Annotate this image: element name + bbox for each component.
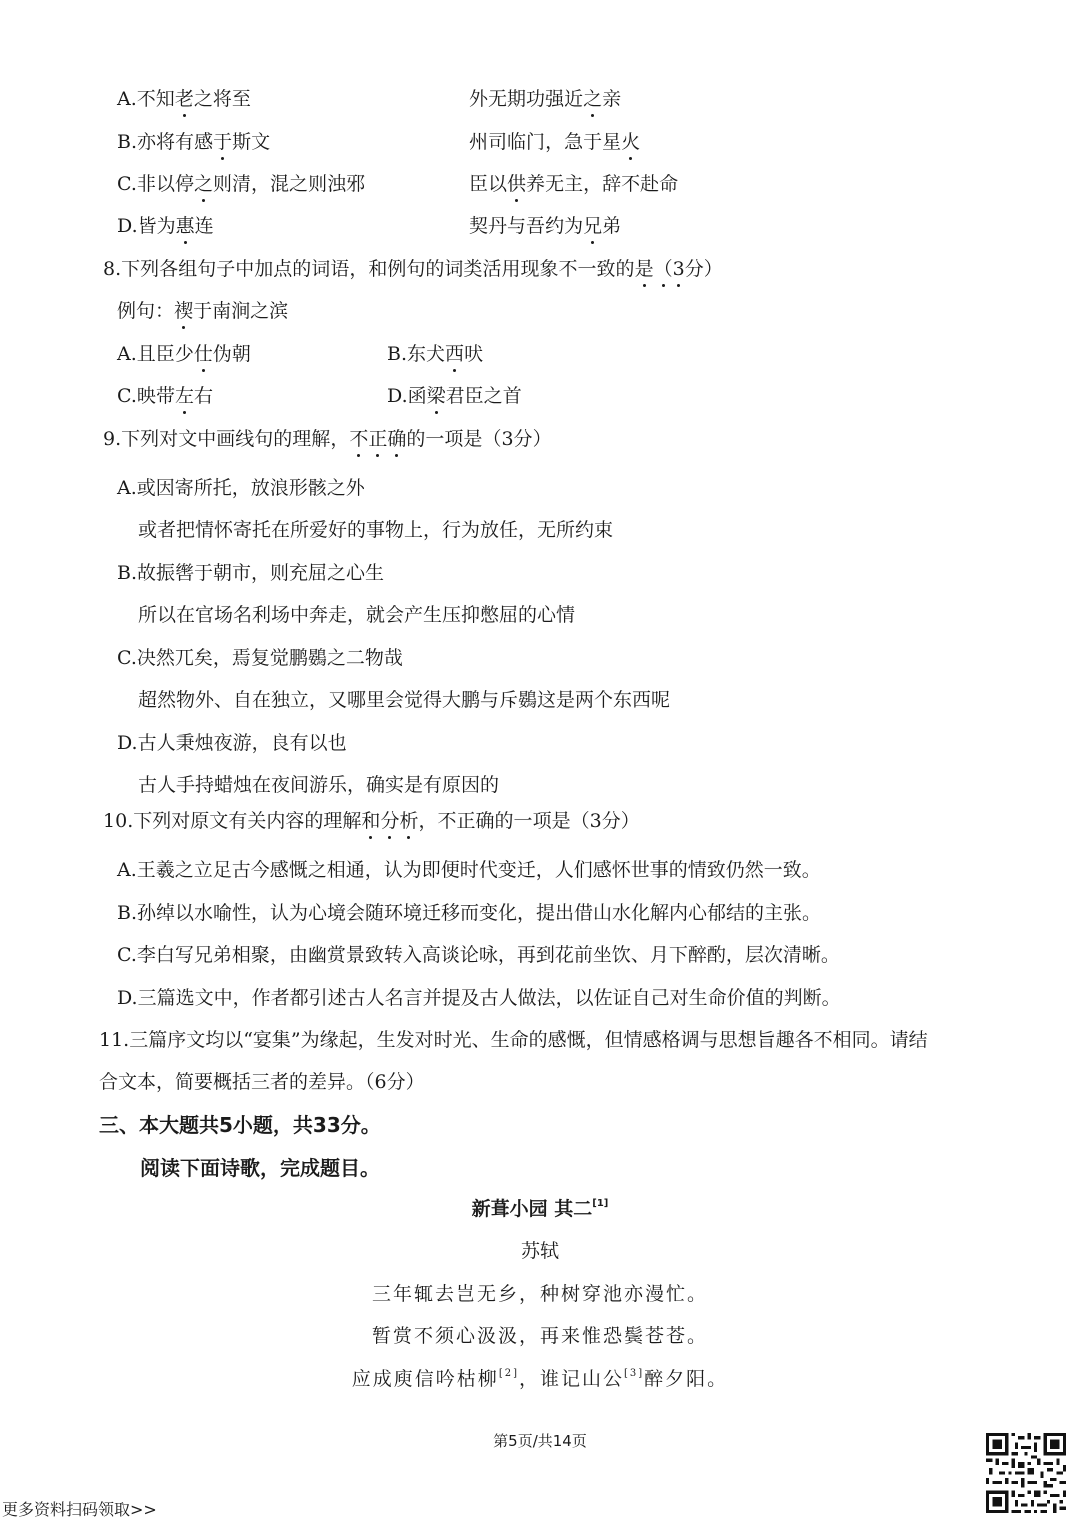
poem-line-3 bbox=[0, 1366, 1080, 1396]
emphasis-char: 之 bbox=[583, 88, 603, 110]
emphasis-char: 析 bbox=[399, 810, 419, 832]
q8-example: 例句：禊于南涧之滨 bbox=[117, 300, 289, 322]
poem-line-2: 暂赏不须心汲汲，再来惟恐鬓苍苍。 bbox=[371, 1325, 708, 1347]
q9-option-b-explanation: 所以在官场名利场中奔走，就会产生压抑憋屈的心情 bbox=[138, 604, 576, 626]
emphasis-char: 确 bbox=[387, 428, 407, 450]
poem-line-3-part1: 应成庾信吟枯柳 bbox=[351, 1368, 499, 1390]
section3-instruction: 阅读下面诗歌，完成题目。 bbox=[140, 1156, 380, 1180]
emphasis-char: 不 bbox=[349, 428, 369, 450]
q10-stem: 10.下列对原文有关内容的理解和分析，不正确的一项是（3分） bbox=[103, 810, 640, 832]
q7-option-c-right: 臣以供养无主，辞不赴命 bbox=[469, 173, 679, 195]
q8-option-a: A.且臣少仕伪朝 bbox=[117, 343, 251, 365]
emphasis-char: （ bbox=[653, 258, 673, 280]
q7-option-b-right: 州司临门，急于星火 bbox=[469, 131, 641, 153]
emphasis-char: 惠 bbox=[175, 215, 195, 237]
promo-text[interactable]: 更多资料扫码领取>> bbox=[2, 1500, 157, 1519]
emphasis-char: 西 bbox=[445, 343, 465, 365]
emphasis-char: 供 bbox=[507, 173, 527, 195]
q8-option-d: D.函梁君臣之首 bbox=[387, 385, 522, 407]
qr-code-icon[interactable] bbox=[986, 1433, 1066, 1513]
emphasis-char: 和 bbox=[361, 810, 381, 832]
poem-title-note: [1] bbox=[592, 1198, 609, 1209]
poem-note-2: [2] bbox=[498, 1368, 519, 1379]
q8-option-b: B.东犬西吠 bbox=[387, 343, 484, 365]
q10-option-c: C.李白写兄弟相聚，由幽赏景致转入高谈论咏，再到花前坐饮、月下醉酌，层次清晰。 bbox=[117, 944, 840, 966]
emphasis-char: 禊 bbox=[174, 300, 194, 322]
q10-option-b: B.孙绰以水喻性，认为心境会随环境迁移而变化，提出借山水化解内心郁结的主张。 bbox=[117, 902, 822, 924]
q8-option-c: C.映带左右 bbox=[117, 385, 213, 407]
emphasis-char: 于 bbox=[213, 131, 233, 153]
q9-option-d-explanation: 古人手持蜡烛在夜间游乐，确实是有原因的 bbox=[138, 774, 500, 796]
emphasis-char: 兄 bbox=[583, 215, 603, 237]
q7-option-d-right: 契丹与吾约为兄弟 bbox=[469, 215, 622, 237]
emphasis-char: 火 bbox=[621, 131, 641, 153]
q9-stem: 9.下列对文中画线句的理解，不正确的一项是（3分） bbox=[103, 428, 552, 450]
poem-title bbox=[0, 1196, 1080, 1226]
emphasis-char: 分 bbox=[380, 810, 400, 832]
emphasis-char: 3 bbox=[672, 258, 685, 280]
poem-author: 苏轼 bbox=[520, 1240, 559, 1262]
q10-option-a: A.王羲之立足古今感慨之相通，认为即便时代变迁，人们感怀世事的情致仍然一致。 bbox=[117, 859, 821, 881]
poem-line-3-part2: ，谁记山公 bbox=[518, 1368, 624, 1390]
poem-line-3-part3: 醉夕阳。 bbox=[644, 1368, 729, 1390]
section3-heading: 三、本大题共5小题，共33分。 bbox=[99, 1113, 381, 1137]
q11-stem-line1: 11.三篇序文均以“宴集”为缘起，生发对时光、生命的感慨，但情感格调与思想旨趣各不相同。请结 bbox=[99, 1029, 928, 1051]
emphasis-char: 仕 bbox=[193, 343, 213, 365]
emphasis-char: 左 bbox=[174, 385, 194, 407]
poem-note-3: [3] bbox=[624, 1368, 645, 1379]
q7-option-b: B.亦将有感于斯文 bbox=[117, 131, 271, 153]
q7-option-c: C.非以停之则清，混之则浊邪 bbox=[117, 173, 366, 195]
q7-option-a-right: 外无期功强近之亲 bbox=[469, 88, 622, 110]
q11-stem-line2: 合文本，简要概括三者的差异。（6分） bbox=[99, 1071, 425, 1093]
emphasis-char: 正 bbox=[368, 428, 388, 450]
q9-option-d: D.古人秉烛夜游，良有以也 bbox=[117, 732, 347, 754]
q8-stem: 8.下列各组句子中加点的词语，和例句的词类活用现象不一致的是（3分） bbox=[103, 258, 723, 280]
q9-option-b: B.故振辔于朝市，则充屈之心生 bbox=[117, 562, 385, 584]
poem-title-text: 新葺小园 其二 bbox=[471, 1198, 593, 1220]
emphasis-char: 梁 bbox=[426, 385, 446, 407]
q9-option-a-explanation: 或者把情怀寄托在所爱好的事物上，行为放任，无所约束 bbox=[138, 519, 614, 541]
emphasis-char: 是 bbox=[634, 258, 654, 280]
q10-option-d: D.三篇选文中，作者都引述古人名言并提及古人做法，以佐证自己对生命价值的判断。 bbox=[117, 987, 841, 1009]
q9-option-c: C.决然兀矣，焉复觉鹏鷃之二物哉 bbox=[117, 647, 403, 669]
q7-option-d: D.皆为惠连 bbox=[117, 215, 214, 237]
q9-option-a: A.或因寄所托，放浪形骸之外 bbox=[117, 477, 365, 499]
poem-line-1: 三年辄去岂无乡，种树穿池亦漫忙。 bbox=[371, 1283, 708, 1305]
emphasis-char: 老 bbox=[174, 88, 194, 110]
emphasis-char: 之 bbox=[193, 173, 213, 195]
q7-option-a: A.不知老之将至 bbox=[117, 88, 251, 110]
q9-option-c-explanation: 超然物外、自在独立，又哪里会觉得大鹏与斥鷃这是两个东西呢 bbox=[138, 689, 671, 711]
page-number: 第5页/共14页 bbox=[493, 1432, 587, 1450]
